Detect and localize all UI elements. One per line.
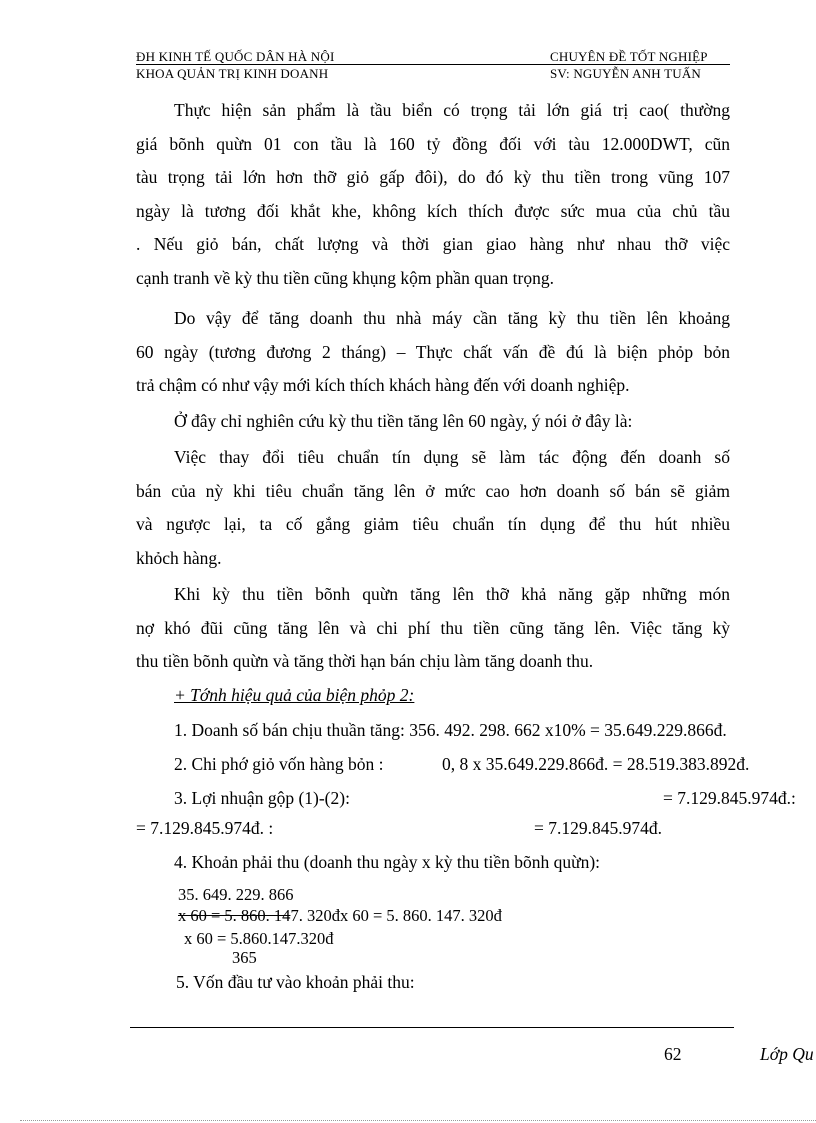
text-line: 60 ngày (tương đương 2 tháng) – Thực chất vấn đề đú là biện phỏp bỏn [136,341,730,362]
struck-text: x 60 = 5. 860. 14 [178,906,291,925]
header-faculty: KHOA QUẢN TRỊ KINH DOANH [136,66,329,81]
footer-rule [130,1027,734,1028]
text-line: Thực hiện sản phẩm là tầu biển có trọng tải lớn giá trị cao( thường [174,100,730,120]
header-rule [136,64,730,65]
text-line: và ngược lại, ta cố gắng giảm tiêu chuẩn tín dụng để thu hút nhiều [136,514,730,535]
header-thesis-title: CHUYÊN ĐỀ TỐT NGHIỆP [550,49,708,64]
calc-item-4: 4. Khoản phải thu (doanh thu ngày x kỳ thu tiền bõnh quừn): [174,852,601,872]
paragraph-3 [136,405,730,439]
paragraph-1 [136,94,730,296]
calc-item-1: 1. Doanh số bán chịu thuần tăng: 356. 492. 298. 662 x10% = 35.649.229.866đ. [174,720,727,740]
text-line: . Nếu giỏ bán, chất lượng và thời gian giao hàng như nhau thỡ việc [136,234,730,255]
calc-item-2-label: 2. Chi phớ giỏ vốn hàng bỏn : [174,754,384,774]
text-line: giá bõnh quừn 01 con tầu là 160 tỷ đồng đối với tàu 12.000DWT, cũn [136,133,730,154]
text-line: bán của nỳ khi tiêu chuẩn tăng lên ở mức cao hơn doanh số bán sẽ giảm [136,480,730,501]
text-line: thu tiền bõnh quừn và tăng thời hạn bán chịu làm tăng doanh thu. [136,651,594,672]
header-school: ĐH KINH TẾ QUỐC DÂN HÀ NỘI [136,49,335,64]
fraction-numerator: 35. 649. 229. 866 [178,885,294,904]
paragraph-2 [136,302,730,403]
text-line: khỏch hàng. [136,547,222,568]
page-bottom-dotted-line [20,1120,816,1121]
text-line: trả chậm có như vậy mới kích thích khách hàng đến với doanh nghiệp. [136,375,630,396]
calc-heading: + Tớnh hiệu quả của biện phỏp 2: [174,685,415,705]
fraction-line-3: x 60 = 5.860.147.320đ [184,929,334,948]
text-line: Việc thay đổi tiêu chuẩn tín dụng sẽ làm tác động đến doanh số [174,447,730,467]
calc-repeat-left: = 7.129.845.974đ. : [136,818,274,838]
text-line: tàu trọng tải lớn hơn thỡ giỏ gấp đôi), do đó kỳ thu tiền trong vũng 107 [136,167,730,188]
paragraph-5 [136,578,730,679]
calc-item-3-label: 3. Lợi nhuận gộp (1)-(2): [174,788,350,808]
header-student: SV: NGUYỄN ANH TUẤN [550,66,702,81]
fraction-line-2 [178,906,502,926]
page-number: 62 [664,1044,682,1064]
footer-class-label: Lớp Qu [760,1044,814,1064]
calc-item-3-value: = 7.129.845.974đ.: [663,788,796,808]
text-line: cạnh tranh về kỳ thu tiền cũng khụng kộm phần quan trọng. [136,267,554,288]
text-line: Khi kỳ thu tiền bõnh quừn tăng lên thỡ khả năng gặp những món [174,584,730,604]
fraction-line-2-rest: 7. 320đx 60 = 5. 860. 147. 320đ [290,906,502,925]
calc-repeat-right: = 7.129.845.974đ. [534,818,662,838]
text-line: nợ khó đũi cũng tăng lên và chi phí thu tiền cũng tăng lên. Việc tăng kỳ [136,617,730,638]
text-line: Do vậy để tăng doanh thu nhà máy cần tăng kỳ thu tiền lên khoảng [174,308,730,328]
text-line: Ở đây chỉ nghiên cứu kỳ thu tiền tăng lên 60 ngày, ý nói ở đây là: [174,411,633,431]
calc-item-5: 5. Vốn đầu tư vào khoản phải thu: [176,972,415,992]
paragraph-4 [136,441,730,575]
calc-item-2-value: 0, 8 x 35.649.229.866đ. = 28.519.383.892đ. [442,754,750,774]
text-line: ngày là tương đối khắt khe, không kích thích được sức mua của chủ tầu [136,200,730,221]
fraction-denominator: 365 [232,948,257,967]
